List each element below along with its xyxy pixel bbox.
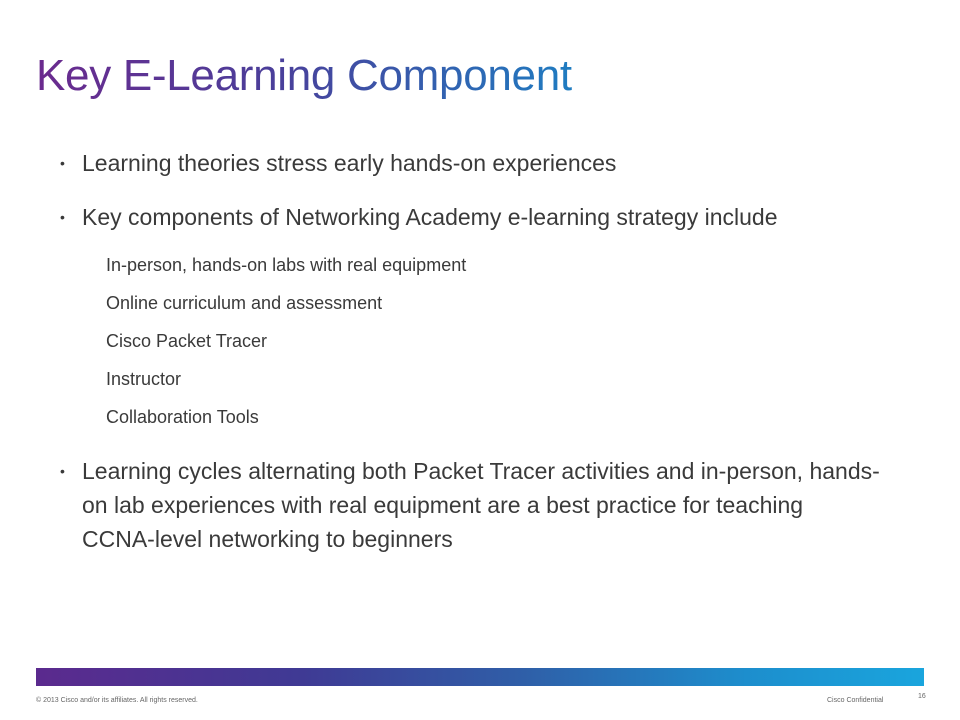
- bullet-dot-icon: •: [60, 209, 65, 225]
- bullet-item: [60, 146, 880, 180]
- sub-bullet-item: Instructor: [106, 369, 182, 389]
- sub-bullet-list: [106, 246, 880, 436]
- sub-bullet-item: In-person, hands-on labs with real equipment: [106, 255, 467, 275]
- slide-content: [60, 146, 880, 576]
- bullet-dot-icon: •: [60, 463, 65, 479]
- copyright-text: © 2013 Cisco and/or its affiliates. All rights reserved.: [36, 697, 198, 704]
- page-number: 16: [918, 693, 926, 700]
- sub-bullet-item: Cisco Packet Tracer: [106, 331, 268, 351]
- sub-bullet-item: Online curriculum and assessment: [106, 293, 383, 313]
- bullet-text: Key components of Networking Academy e-learning strategy include: [82, 204, 778, 230]
- bullet-item: [60, 200, 880, 234]
- footer-gradient-bar: [36, 668, 924, 686]
- bullet-text: Learning theories stress early hands-on experiences: [82, 150, 617, 176]
- confidential-label: Cisco Confidential: [827, 697, 884, 704]
- bullet-text: Learning cycles alternating both Packet Tracer activities and in-person, hands-on lab experiences with real equipment are a best practice for teaching CCNA-level networking to beginners: [82, 458, 880, 552]
- sub-bullet-item: Collaboration Tools: [106, 407, 259, 427]
- bullet-item: [60, 454, 880, 556]
- bullet-dot-icon: •: [60, 155, 65, 171]
- slide-title: Key E-Learning Component: [36, 46, 572, 106]
